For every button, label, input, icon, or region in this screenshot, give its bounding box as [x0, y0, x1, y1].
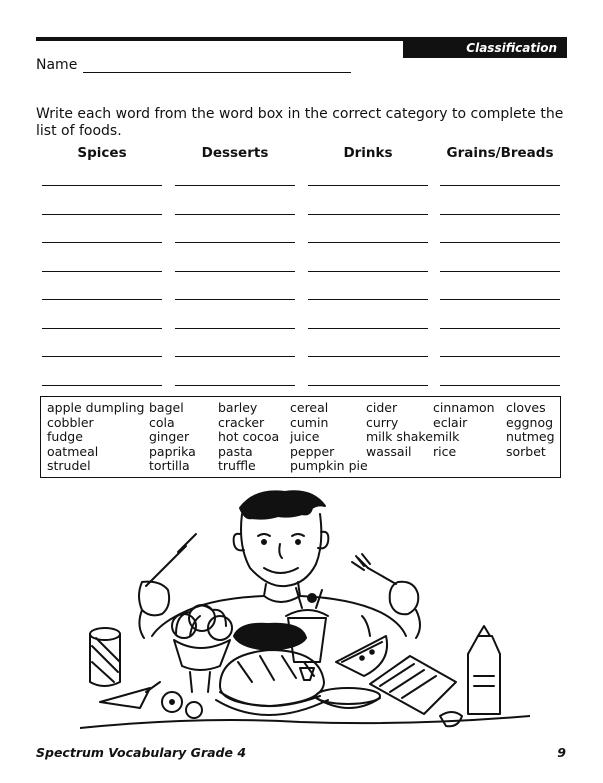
- answer-blank[interactable]: [175, 328, 295, 329]
- answer-blank[interactable]: [42, 185, 162, 186]
- word-item: barley: [218, 400, 258, 415]
- boy-eating-food-illustration: [80, 486, 530, 746]
- word-item: oatmeal: [47, 443, 99, 459]
- category-header-desserts: Desserts: [201, 145, 269, 161]
- word-column: [366, 401, 433, 459]
- answer-blank[interactable]: [440, 185, 560, 186]
- instructions: Write each word from the word box in the correct category to complete the list of foods.: [36, 106, 564, 139]
- answer-blank[interactable]: [175, 356, 295, 357]
- answer-blank[interactable]: [308, 356, 428, 357]
- answer-blank[interactable]: [440, 271, 560, 272]
- answer-blank[interactable]: [440, 242, 560, 243]
- word-item: juice: [290, 429, 320, 444]
- word-box: [40, 396, 561, 478]
- answer-blank[interactable]: [308, 271, 428, 272]
- word-item: cinnamon: [433, 400, 495, 415]
- answer-blank[interactable]: [42, 328, 162, 329]
- answer-blank[interactable]: [308, 242, 428, 243]
- word-item: cumin: [290, 414, 329, 430]
- word-column: [506, 401, 555, 459]
- answer-blank[interactable]: [175, 214, 295, 215]
- word-item: cider: [366, 400, 398, 415]
- word-item: cracker: [218, 414, 265, 430]
- page-number: 9: [557, 745, 566, 760]
- word-item: eggnog: [506, 414, 554, 430]
- word-item: milk shake: [366, 429, 433, 444]
- word-item: curry: [366, 414, 399, 430]
- category-header-spices: Spices: [77, 145, 127, 161]
- word-item: fudge: [47, 429, 83, 444]
- word-item: hot cocoa: [218, 429, 280, 444]
- answer-blank[interactable]: [42, 271, 162, 272]
- word-item: pumpkin pie: [290, 458, 368, 473]
- category-header-drinks: Drinks: [343, 145, 393, 161]
- word-item: cobbler: [47, 414, 94, 430]
- answer-blank[interactable]: [42, 242, 162, 243]
- word-item: bagel: [149, 400, 184, 415]
- word-item: rice: [433, 443, 457, 459]
- word-item: pepper: [290, 443, 335, 459]
- answer-blank[interactable]: [175, 385, 295, 386]
- word-item: wassail: [366, 443, 412, 459]
- answer-blank[interactable]: [42, 214, 162, 215]
- answer-blank[interactable]: [308, 185, 428, 186]
- word-item: pasta: [218, 443, 253, 459]
- answer-blank[interactable]: [308, 385, 428, 386]
- word-item: milk: [433, 429, 460, 444]
- answer-blank[interactable]: [42, 299, 162, 300]
- word-item: cola: [149, 414, 175, 430]
- answer-blank[interactable]: [175, 185, 295, 186]
- answer-blank[interactable]: [42, 385, 162, 386]
- word-item: cereal: [290, 400, 329, 415]
- word-column: [433, 401, 495, 459]
- name-label: Name: [36, 57, 78, 73]
- name-field[interactable]: [83, 58, 351, 73]
- word-item: sorbet: [506, 443, 546, 459]
- answer-blank[interactable]: [175, 271, 295, 272]
- answer-blank[interactable]: [175, 299, 295, 300]
- footer-title: Spectrum Vocabulary Grade 4: [36, 745, 247, 760]
- word-item: apple dumpling: [47, 400, 145, 415]
- category-header-grains-breads: Grains/Breads: [446, 145, 554, 161]
- word-item: truffle: [218, 458, 256, 473]
- word-item: nutmeg: [506, 429, 555, 444]
- word-item: tortilla: [149, 458, 190, 473]
- answer-blank[interactable]: [440, 328, 560, 329]
- word-column: [47, 401, 144, 474]
- answer-blank[interactable]: [440, 356, 560, 357]
- answer-blank[interactable]: [440, 299, 560, 300]
- answer-blank[interactable]: [175, 242, 295, 243]
- word-item: strudel: [47, 458, 91, 473]
- answer-blank[interactable]: [440, 385, 560, 386]
- answer-blank[interactable]: [308, 299, 428, 300]
- word-column: [218, 401, 279, 474]
- category-headers: [36, 145, 568, 165]
- section-label: Classification: [466, 40, 557, 55]
- word-item: eclair: [433, 414, 468, 430]
- name-row: [36, 57, 351, 73]
- word-item: ginger: [149, 429, 190, 444]
- answer-blank[interactable]: [308, 214, 428, 215]
- word-item: cloves: [506, 400, 546, 415]
- answer-blank[interactable]: [42, 356, 162, 357]
- section-tab: [403, 37, 567, 58]
- word-column: [290, 401, 368, 474]
- word-column: [149, 401, 196, 474]
- answer-blank[interactable]: [308, 328, 428, 329]
- word-item: paprika: [149, 443, 196, 459]
- answer-blank[interactable]: [440, 214, 560, 215]
